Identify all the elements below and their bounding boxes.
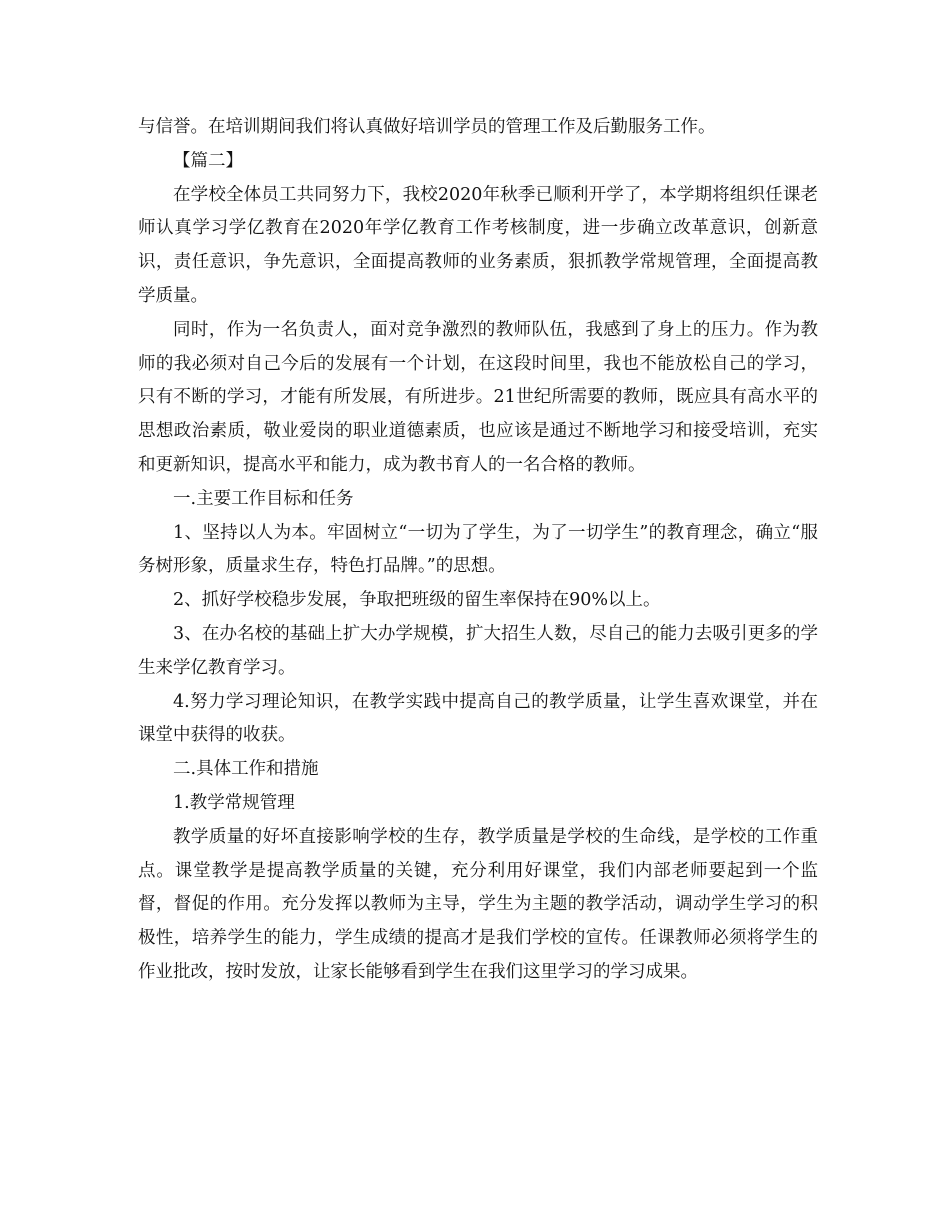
document-body — [138, 111, 818, 990]
heading-measures: 二.具体工作和措施 — [173, 759, 319, 780]
section-heading-part-two: 【篇二】 — [173, 150, 243, 171]
subheading-teaching-management: 1.教学常规管理 — [173, 792, 295, 813]
paragraph-pressure: 同时，作为一名负责人，面对竞争激烈的教师队伍，我感到了身上的压力。作为教师的我必须对自己今后的发展有一个计划，在这段时间里，我也不能放松自己的学习，只有不断的学习，才能有所发展，有所进步。21世纪所需要的教师，既应具有高水平的思想政治素质，敬业爱岗的职业道德素质，也应该是通过不断地学习和接受培训，充实和更新知识，提高水平和能力，成为教书育人的一名合格的教师。 — [138, 319, 818, 475]
goal-item-3: 3、在办名校的基础上扩大办学规模，扩大招生人数，尽自己的能力去吸引更多的学生来学亿教育学习。 — [138, 623, 818, 678]
paragraph-continuation: 与信誉。在培训期间我们将认真做好培训学员的管理工作及后勤服务工作。 — [138, 117, 716, 137]
paragraph-intro: 在学校全体员工共同努力下，我校2020年秋季已顺利开学了，本学期将组织任课老师认真学习学亿教育在2020年学亿教育工作考核制度，进一步确立改革意识，创新意识，责任意识，争先意识，全面提高教师的业务素质，狠抓教学常规管理，全面提高教学质量。 — [138, 184, 818, 306]
heading-goals: 一.主要工作目标和任务 — [173, 488, 354, 509]
paragraph-teaching-quality: 教学质量的好坏直接影响学校的生存，教学质量是学校的生命线，是学校的工作重点。课堂教学是提高教学质量的关键，充分利用好课堂，我们内部老师要起到一个监督，督促的作用。充分发挥以教师为主导，学生为主题的教学活动，调动学生学习的积极性，培养学生的能力，学生成绩的提高才是我们学校的宣传。任课教师必须将学生的作业批改，按时发放，让家长能够看到学生在我们这里学习的学习成果。 — [138, 826, 818, 982]
goal-item-2: 2、抓好学校稳步发展，争取把班级的留生率保持在90%以上。 — [173, 590, 661, 611]
goal-item-4: 4.努力学习理论知识，在教学实践中提高自己的教学质量，让学生喜欢课堂，并在课堂中获得的收获。 — [138, 691, 818, 746]
goal-item-1: 1、坚持以人为本。牢固树立“一切为了学生，为了一切学生”的教育理念，确立“服务树形象，质量求生存，特色打品牌。”的思想。 — [138, 522, 818, 577]
